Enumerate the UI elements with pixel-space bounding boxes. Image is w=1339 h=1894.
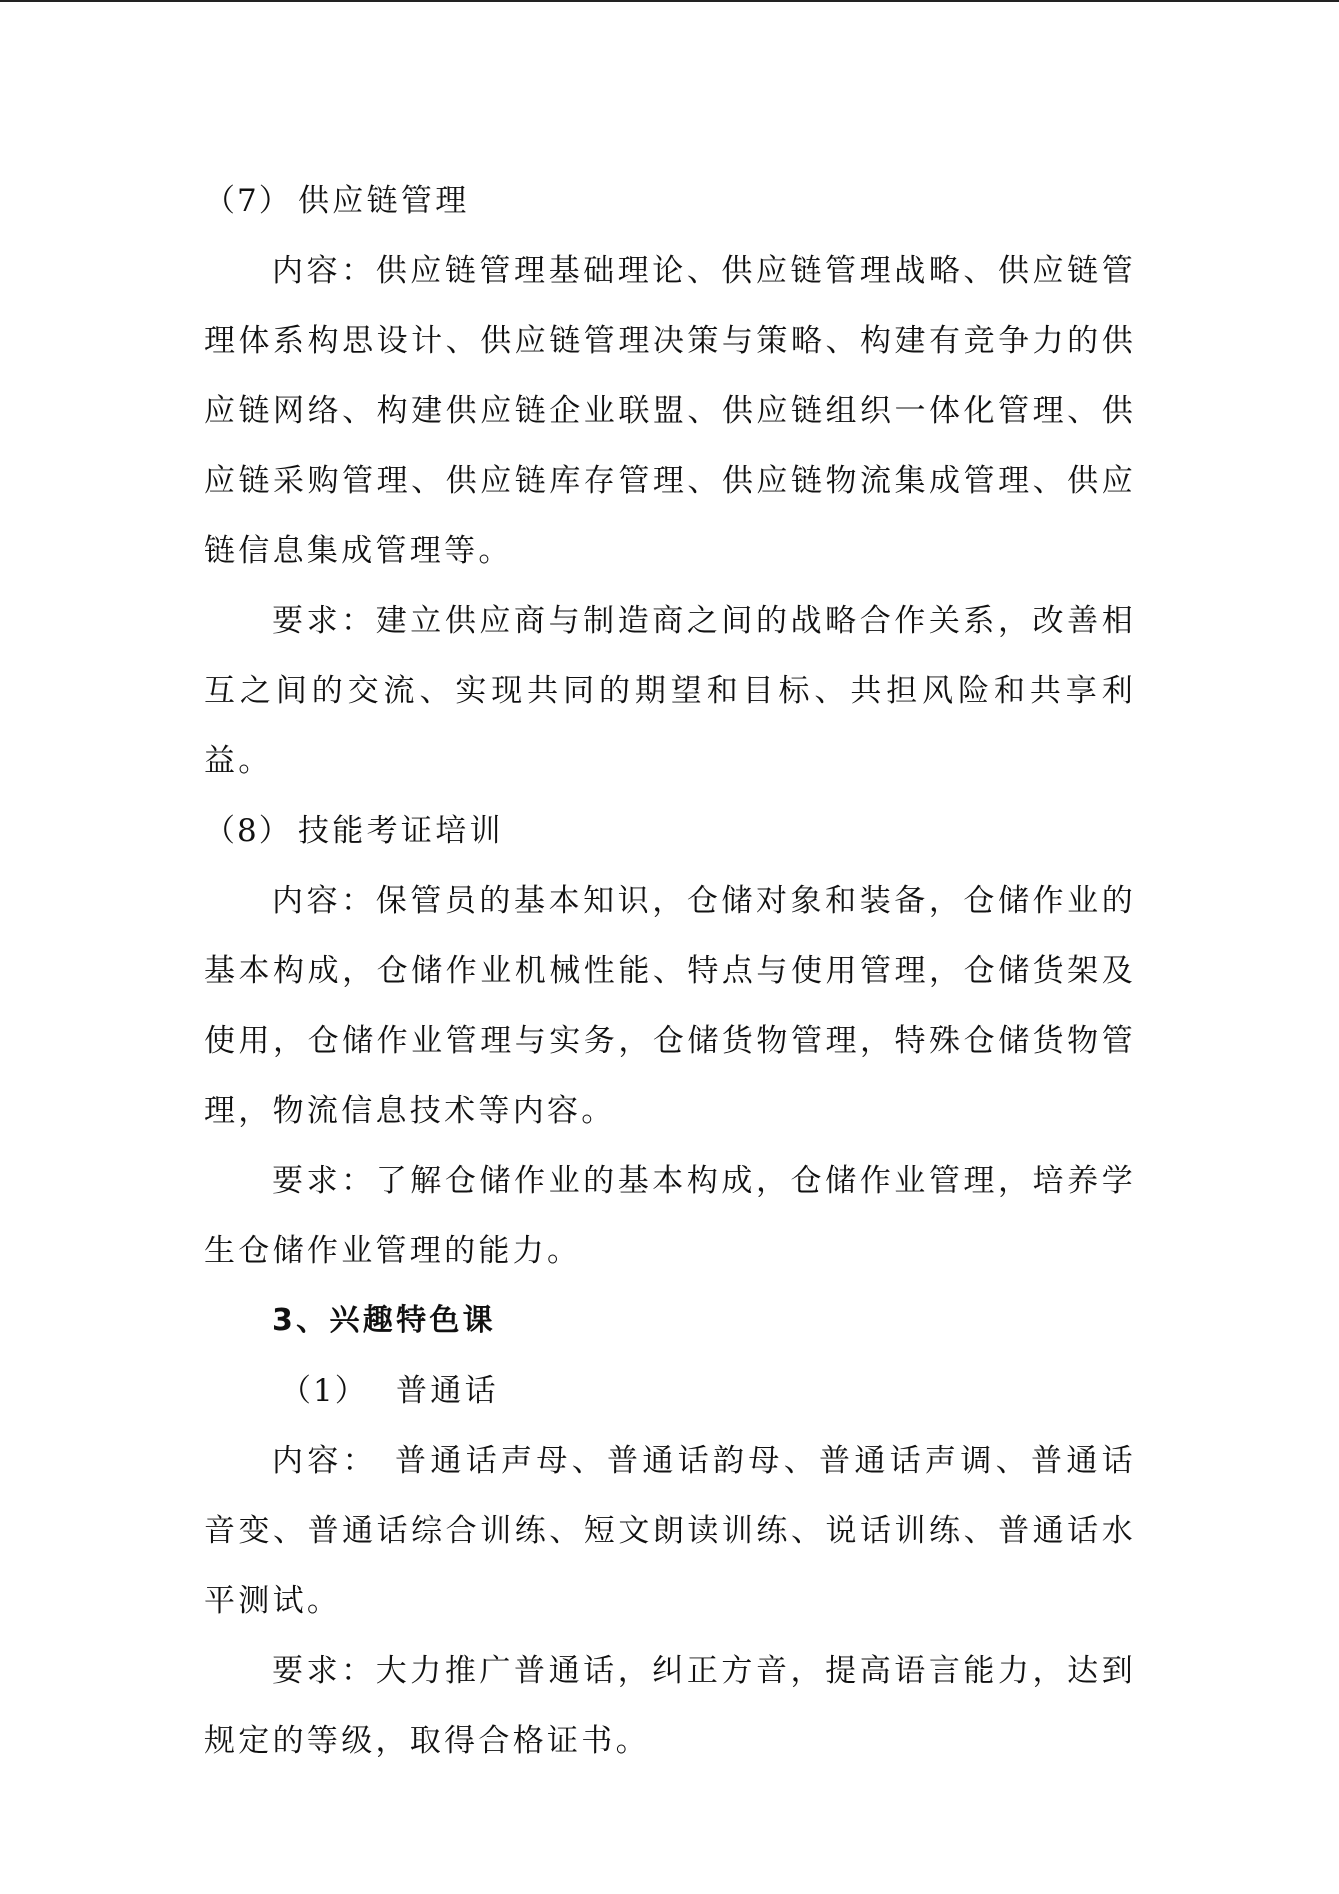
section-1-requirement: 要求：大力推广普通话，纠正方音，提高语言能力，达到规定的等级，取得合格证书。	[204, 1653, 1136, 1759]
content-text: 普通话声母、普通话韵母、普通话声调、普通话音变、普通话综合训练、短文朗读训练、说话训练、普通话水平测试。	[204, 1443, 1136, 1619]
section-heading-7	[204, 166, 1136, 236]
section-title: 供应链管理	[298, 183, 470, 219]
section-number: （8）	[204, 813, 292, 849]
page-top-border	[0, 0, 1339, 2]
section-1-content	[204, 1426, 1136, 1636]
section-8-requirement: 要求：了解仓储作业的基本构成，仓储作业管理，培养学生仓储作业管理的能力。	[204, 1163, 1136, 1269]
chapter-heading-3: 3、兴趣特色课	[272, 1303, 496, 1338]
section-title: 技能考证培训	[298, 813, 504, 849]
content-label: 内容：	[272, 1443, 378, 1479]
section-title: 普通话	[396, 1373, 499, 1409]
section-7-requirement: 要求：建立供应商与制造商之间的战略合作关系，改善相互之间的交流、实现共同的期望和目标、共担风险和共享利益。	[204, 603, 1136, 779]
section-8-content: 内容：保管员的基本知识，仓储对象和装备，仓储作业的基本构成，仓储作业机械性能、特点与使用管理，仓储货架及使用，仓储作业管理与实务，仓储货物管理，特殊仓储货物管理，物流信息技术等内容。	[204, 883, 1136, 1129]
section-7-content: 内容：供应链管理基础理论、供应链管理战略、供应链管理体系构思设计、供应链管理决策与策略、构建有竞争力的供应链网络、构建供应链企业联盟、供应链组织一体化管理、供应链采购管理、供应链库存管理、供应链物流集成管理、供应链信息集成管理等。	[204, 253, 1136, 569]
section-number: （1）	[280, 1373, 368, 1409]
section-number: （7）	[204, 183, 292, 219]
document-page	[204, 166, 1136, 1776]
section-heading-8	[204, 796, 1136, 866]
section-heading-1	[204, 1356, 1136, 1426]
